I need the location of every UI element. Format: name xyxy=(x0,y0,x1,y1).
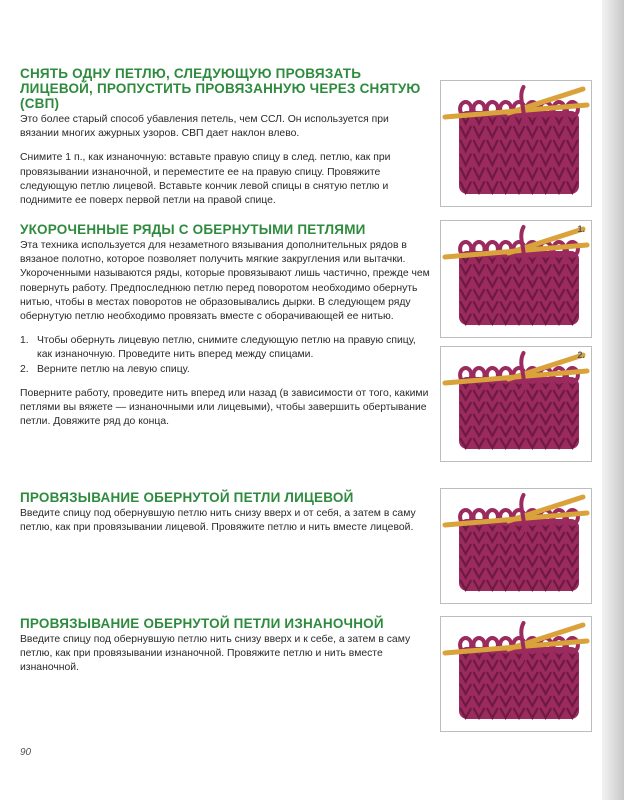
section-heading: ПРОВЯЗЫВАНИЕ ОБЕРНУТОЙ ПЕТЛИ ИЗНАНОЧНОЙ xyxy=(20,616,384,631)
knitting-svg xyxy=(441,221,591,337)
knitting-svg xyxy=(441,617,591,731)
page-edge xyxy=(602,0,624,800)
knitting-illustration-icon xyxy=(440,220,592,338)
paragraph: Поверните работу, проведите нить вперед или назад (в зависимости от того, какими петлями вы вяжете — изнаночными или лицевыми), чтобы завершить обертывание петли. Довяжите ряд до конца. xyxy=(20,387,429,428)
section-heading: ПРОВЯЗЫВАНИЕ ОБЕРНУТОЙ ПЕТЛИ ЛИЦЕВОЙ xyxy=(20,490,354,505)
paragraph: Снимите 1 п., как изнаночную: вставьте правую спицу в след. петлю, как при провязывании изнаночной, и переместите ее на правую спицу. Провяжите следующую петлю лицевой. Вставьте кончик левой спицы в снятую петлю и поднимите ее поверх первой петли на правой спице. xyxy=(20,152,391,207)
section-short-rows xyxy=(20,222,430,439)
knitting-svg xyxy=(441,489,591,603)
paragraph: Введите спицу под обернувшую петлю нить снизу вверх и к себе, а затем в саму петлю, как при провязывании изнаночной. Провяжите петлю и нить вместе изнаночной. xyxy=(20,634,411,674)
list-item xyxy=(20,363,430,377)
knitting-illustration-icon xyxy=(440,80,592,207)
knitting-svg xyxy=(441,347,591,461)
section-heading: СНЯТЬ ОДНУ ПЕТЛЮ, СЛЕДУЮЩУЮ ПРОВЯЗАТЬ ЛИЦЕВОЙ, ПРОПУСТИТЬ ПРОВЯЗАННУЮ ЧЕРЕЗ СНЯТУЮ (СВП) xyxy=(20,66,421,111)
knitting-illustration-icon xyxy=(440,616,592,732)
knitting-illustration-icon xyxy=(440,346,592,462)
knitting-svg xyxy=(441,81,591,206)
paragraph: Введите спицу под обернувшую петлю нить снизу вверх и от себя, а затем в саму петлю, как при провязывании лицевой. Провяжите петлю и нить вместе лицевой. xyxy=(20,508,416,534)
knitting-illustration-icon xyxy=(440,488,592,604)
figure-number: 1. xyxy=(577,224,585,234)
section-ssk-alt xyxy=(20,66,430,218)
section-wrapped-purl xyxy=(20,616,430,686)
paragraph: Эта техника используется для незаметного вязывания дополнительных рядов в вязаное полотно, которое позволяет получить мягкие закругления или вытачки. Укороченными называются ряды, которые провязывают лишь частично, прежде чем повернуть работу. Предпоследнюю петлю перед поворотом необходимо обернуть нитью, чтобы в местах поворотов не образовывались дырки. В следующем ряду обернутую петлю необходимо провязать вместе с оборачивающей ее нитью. xyxy=(20,240,430,323)
step-text: Чтобы обернуть лицевую петлю, снимите следующую петлю на правую спицу, как изнаночную. Проведите нить вперед между спицами. xyxy=(37,335,416,361)
page-number: 90 xyxy=(20,747,32,758)
steps-list xyxy=(20,334,430,377)
figure-number: 2. xyxy=(577,350,585,360)
step-number: 2. xyxy=(20,363,29,375)
step-text: Верните петлю на левую спицу. xyxy=(37,363,190,375)
section-wrapped-knit xyxy=(20,490,430,545)
section-heading: УКОРОЧЕННЫЕ РЯДЫ С ОБЕРНУТЫМИ ПЕТЛЯМИ xyxy=(20,222,366,237)
list-item xyxy=(20,334,430,362)
step-number: 1. xyxy=(20,335,29,347)
paragraph: Это более старый способ убавления петель, чем ССЛ. Он используется при вязании многих ажурных узоров. СВП дает наклон влево. xyxy=(20,114,389,140)
